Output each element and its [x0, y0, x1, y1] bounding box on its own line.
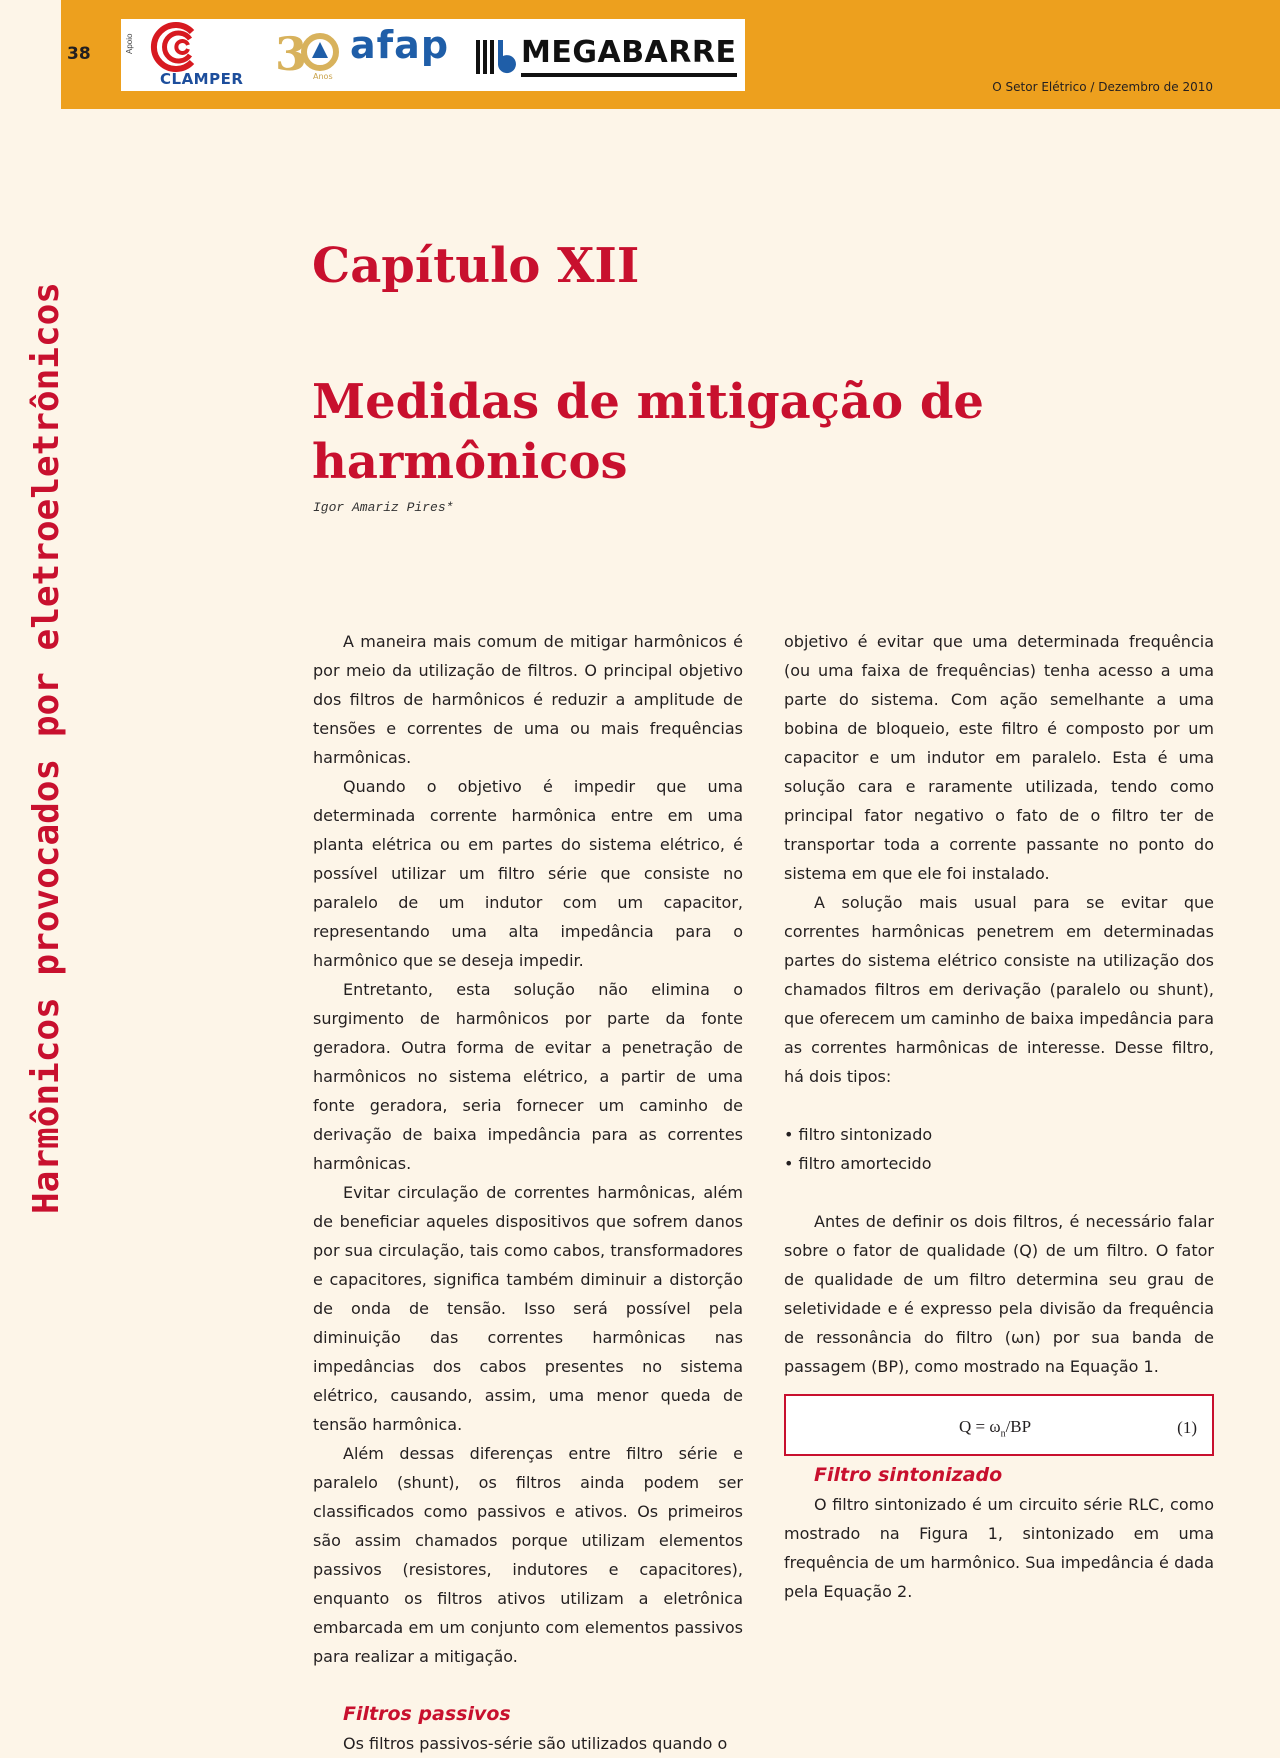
paragraph: A maneira mais comum de mitigar harmônicos é por meio da utilização de filtros. O principal objetivo dos filtros de harmônicos é reduzir a amplitude de tensões e correntes de uma ou mais frequências harmônicas. — [313, 632, 743, 767]
apoio-label: Apoio — [125, 33, 134, 54]
equation-formula: $Q = \omega_n/BP$ — [959, 1417, 1032, 1440]
page-number: 38 — [67, 44, 91, 64]
filter-types-list — [784, 1120, 1214, 1178]
paragraph: O filtro sintonizado é um circuito série RLC, como mostrado na Figura 1, sintonizado em uma frequência de um harmônico. Sua impedância é dada pela Equação 2. — [784, 1495, 1214, 1601]
issue-info: O Setor Elétrico / Dezembro de 2010 — [992, 80, 1213, 94]
spacer — [784, 1178, 1214, 1207]
paragraph-continuation: objetivo é evitar que uma determinada frequência (ou uma faixa de frequências) tenha acesso a uma parte do sistema. Com ação semelhante a uma bobina de bloqueio, este filtro é composto por um capacitor e um indutor em paralelo. Esta é uma solução cara e raramente utilizada, tendo como principal fator negativo o fato de o filtro ter de transportar toda a corrente passante no ponto do sistema em que ele foi instalado. — [784, 632, 1214, 883]
spacer — [313, 1671, 743, 1700]
equation-number: (1) — [1177, 1418, 1197, 1437]
svg-text:3: 3 — [275, 27, 308, 80]
subheading-filtros-passivos: Filtros passivos — [343, 1703, 511, 1725]
clamper-logo-text: CLAMPER — [160, 70, 244, 88]
right-text-column — [784, 627, 1214, 1606]
list-item: • filtro sintonizado — [784, 1125, 933, 1144]
afap-logo-text: afap — [350, 23, 450, 67]
author-byline: Igor Amariz Pires* — [313, 500, 454, 515]
subheading-filtro-sintonizado: Filtro sintonizado — [814, 1464, 1003, 1486]
years-anos-label: Anos — [313, 72, 333, 81]
paragraph: Evitar circulação de correntes harmônicas, além de beneficiar aqueles dispositivos que sofrem danos por sua circulação, tais como cabos, transformadores e capacitores, significa também diminuir a distorção de onda de tensão. Isso será possível pela diminuição das correntes harmônicas nas impedâncias dos cabos presentes no sistema elétrico, causando, assim, uma menor queda de tensão harmônica. — [313, 1183, 743, 1434]
megabarre-logo-icon — [476, 38, 520, 78]
paragraph: Entretanto, esta solução não elimina o surgimento de harmônicos por parte da fonte geradora. Outra forma de evitar a penetração de harmônicos no sistema elétrico, a partir de uma fonte geradora, seria fornecer um caminho de derivação de baixa impedância para as correntes harmônicas. — [313, 980, 743, 1173]
equation-1-box — [784, 1394, 1214, 1456]
paragraph: Os filtros passivos-série são utilizados quando o — [343, 1734, 728, 1753]
30-years-logo-icon — [275, 24, 345, 80]
chapter-title: Capítulo XII — [312, 238, 640, 294]
megabarre-logo-text: MEGABARRE — [521, 35, 737, 70]
list-item: • filtro amortecido — [784, 1154, 932, 1173]
spacer — [784, 1091, 1214, 1120]
paragraph: Além dessas diferenças entre filtro série e paralelo (shunt), os filtros ainda podem ser classificados como passivos e ativos. Os primeiros são assim chamados porque utilizam elementos passivos (resistores, indutores e capacitores), enquanto os filtros ativos utilizam a eletrônica embarcada em um conjunto com elementos passivos para realizar a mitigação. — [313, 1444, 743, 1666]
megabarre-underline — [521, 73, 737, 77]
clamper-logo-icon — [140, 22, 210, 72]
left-text-column — [313, 627, 743, 1758]
paragraph: A solução mais usual para se evitar que correntes harmônicas penetrem em determinadas partes do sistema elétrico consiste na utilização dos chamados filtros em derivação (paralelo ou shunt), que oferecem um caminho de baixa impedância para as correntes harmônicas de interesse. Desse filtro, há dois tipos: — [784, 893, 1214, 1086]
side-section-title: Harmônicos provocados por eletroeletrônicos — [26, 282, 67, 1214]
article-title: Medidas de mitigação de harmônicos — [312, 374, 984, 490]
paragraph: Antes de definir os dois filtros, é necessário falar sobre o fator de qualidade (Q) de um filtro. O fator de qualidade de um filtro determina seu grau de seletividade e é expresso pela divisão da frequência de ressonância do filtro (ωn) por sua banda de passagem (BP), como mostrado na Equação 1. — [784, 1212, 1214, 1376]
paragraph: Quando o objetivo é impedir que uma determinada corrente harmônica entre em uma planta elétrica ou em partes do sistema elétrico, é possível utilizar um filtro série que consiste no paralelo de um indutor com um capacitor, representando uma alta impedância para o harmônico que se deseja impedir. — [313, 777, 743, 970]
